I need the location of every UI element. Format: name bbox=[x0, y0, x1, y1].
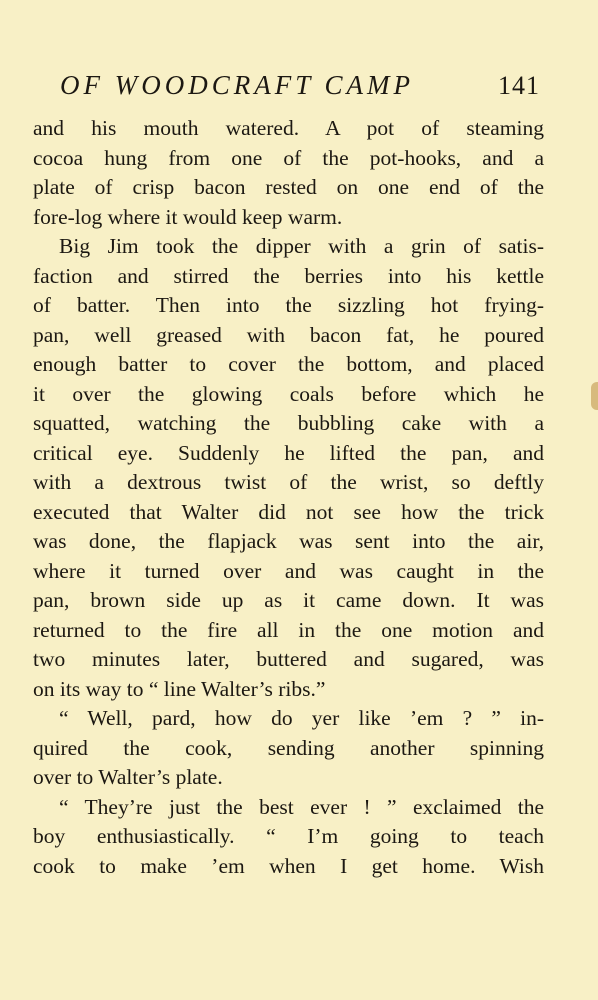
text-line: fore-log where it would keep warm. bbox=[33, 204, 343, 229]
text-line: returned to the fire all in the one motion and bbox=[33, 617, 544, 642]
page-edge-tab bbox=[591, 382, 598, 410]
text-line: plate of crisp bacon rested on one end of the bbox=[33, 175, 544, 199]
running-title: OF WOODCRAFT CAMP bbox=[60, 70, 414, 100]
text-line: critical eye. Suddenly he lifted the pan, and bbox=[33, 440, 544, 465]
text-line: boy enthusiastically. “ I’m going to teach bbox=[33, 824, 544, 848]
text-line: where it turned over and was caught in the bbox=[33, 558, 544, 583]
body-text bbox=[33, 114, 544, 881]
running-head bbox=[60, 70, 540, 110]
text-line: on its way to “ line Walter’s ribs.” bbox=[33, 676, 326, 701]
text-line: and his mouth watered. A pot of steaming bbox=[33, 116, 544, 140]
text-line: two minutes later, buttered and sugared, was bbox=[33, 647, 544, 671]
text-line: cook to make ’em when I get home. Wish bbox=[33, 853, 544, 878]
text-line: Big Jim took the dipper with a grin of satis- bbox=[59, 234, 544, 258]
text-line: of batter. Then into the sizzling hot frying- bbox=[33, 293, 544, 317]
text-line: pan, well greased with bacon fat, he poured bbox=[33, 322, 544, 347]
text-line: enough batter to cover the bottom, and placed bbox=[33, 352, 544, 376]
text-line: executed that Walter did not see how the trick bbox=[33, 499, 544, 524]
text-line: faction and stirred the berries into his kettle bbox=[33, 263, 544, 288]
text-line: with a dextrous twist of the wrist, so deftly bbox=[33, 470, 544, 494]
text-line: cocoa hung from one of the pot-hooks, and a bbox=[33, 145, 544, 170]
text-line: “ Well, pard, how do yer like ’em ? ” in- bbox=[59, 706, 544, 730]
text-line: over to Walter’s plate. bbox=[33, 765, 223, 789]
text-line: “ They’re just the best ever ! ” exclaimed the bbox=[59, 794, 544, 819]
text-line: squatted, watching the bubbling cake with a bbox=[33, 411, 544, 435]
page-number: 141 bbox=[498, 71, 540, 100]
text-line: it over the glowing coals before which he bbox=[33, 381, 544, 406]
text-line: was done, the flapjack was sent into the air, bbox=[33, 529, 544, 553]
text-line: quired the cook, sending another spinning bbox=[33, 735, 544, 760]
text-line: pan, brown side up as it came down. It was bbox=[33, 588, 544, 612]
